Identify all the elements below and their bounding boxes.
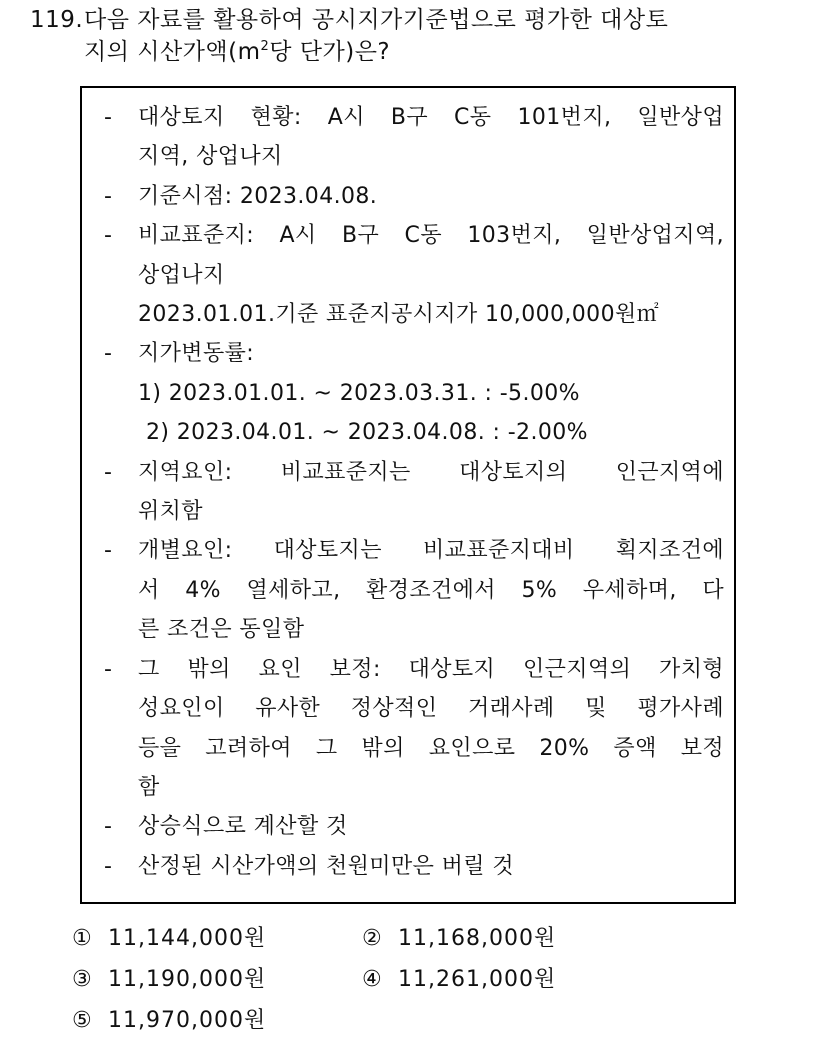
choice-2-text: 11,168,000원 <box>398 926 557 951</box>
choice-row-1 <box>72 918 772 959</box>
choice-5-text: 11,970,000원 <box>108 1008 267 1033</box>
choice-1-marker: ① <box>72 926 93 951</box>
condition-line: 지역, 상업나지 <box>138 144 283 170</box>
condition-individual-factor <box>104 531 724 649</box>
condition-subject-land <box>104 98 724 177</box>
bullet-dash: - <box>104 459 113 485</box>
question-stem <box>30 4 790 68</box>
choice-4-text: 11,261,000원 <box>398 967 557 992</box>
question-text-2-post: 당 단가)은? <box>269 39 391 65</box>
condition-line: 지역요인: 비교표준지는 대상토지의 인근지역에 <box>138 459 724 485</box>
choice-2[interactable] <box>362 918 644 959</box>
question-text-1: 다음 자료를 활용하여 공시지가기준법으로 평가한 대상토 <box>84 7 669 33</box>
condition-rounding-rule <box>104 847 724 886</box>
condition-line: 대상토지 현황: A시 B구 C동 101번지, 일반상업 <box>138 105 724 130</box>
bullet-dash: - <box>104 341 113 367</box>
superscript-2: 2 <box>260 39 270 54</box>
condition-line: 상업나지 <box>138 262 225 288</box>
choice-2-marker: ② <box>362 926 383 951</box>
choice-3[interactable] <box>72 959 354 1000</box>
choice-3-marker: ③ <box>72 967 93 992</box>
condition-line: 함 <box>138 774 160 800</box>
bullet-dash: - <box>104 223 113 249</box>
condition-line: 2023.01.01.기준 표준지공시지가 10,000,000원㎡ <box>138 302 660 328</box>
condition-line: 지가변동률: <box>138 341 255 367</box>
condition-line: 위치함 <box>138 499 203 525</box>
change-rate-period-2: 2) 2023.04.01. ~ 2023.04.08. : -2.00% <box>146 420 588 446</box>
bullet-dash: - <box>104 538 113 564</box>
condition-land-price-change-rate <box>104 334 724 452</box>
bullet-dash: - <box>104 183 113 209</box>
condition-line: 산정된 시산가액의 천원미만은 버릴 것 <box>138 853 515 879</box>
choice-4-marker: ④ <box>362 967 383 992</box>
condition-line: 른 조건은 동일함 <box>138 617 305 643</box>
choice-1-text: 11,144,000원 <box>108 926 267 951</box>
choice-1[interactable] <box>72 918 354 959</box>
bullet-dash: - <box>104 814 113 840</box>
choice-row-2 <box>72 959 772 1000</box>
bullet-dash: - <box>104 105 113 130</box>
condition-line: 비교표준지: A시 B구 C동 103번지, 일반상업지역, <box>138 223 724 249</box>
condition-comparison-standard-land <box>104 216 724 334</box>
bullet-dash: - <box>104 656 113 682</box>
condition-line: 그 밖의 요인 보정: 대상토지 인근지역의 가치형 <box>138 656 724 682</box>
question-line-2 <box>30 36 790 68</box>
info-box <box>80 86 736 904</box>
question-text-2-pre: 지의 시산가액(m <box>84 39 261 65</box>
condition-line: 상승식으로 계산할 것 <box>138 814 348 840</box>
answer-choices <box>72 918 772 1041</box>
choice-3-text: 11,190,000원 <box>108 967 267 992</box>
choice-5-marker: ⑤ <box>72 1008 93 1033</box>
condition-line: 개별요인: 대상토지는 비교표준지대비 획지조건에 <box>138 538 724 564</box>
question-line-1 <box>30 4 790 36</box>
condition-line: 기준시점: 2023.04.08. <box>138 183 378 209</box>
condition-regional-factor <box>104 453 724 532</box>
condition-line: 서 4% 열세하고, 환경조건에서 5% 우세하며, 다 <box>138 577 724 603</box>
choice-5[interactable] <box>72 1000 354 1041</box>
condition-base-date <box>104 177 724 216</box>
condition-other-factor-correction <box>104 650 724 808</box>
condition-multiplicative-method <box>104 807 724 846</box>
choice-4[interactable] <box>362 959 644 1000</box>
condition-line: 성요인이 유사한 정상적인 거래사례 및 평가사례 <box>138 696 724 722</box>
condition-line: 등을 고려하여 그 밖의 요인으로 20% 증액 보정 <box>138 735 724 761</box>
condition-list <box>104 98 724 886</box>
bullet-dash: - <box>104 853 113 879</box>
choice-row-3 <box>72 1000 772 1041</box>
change-rate-period-1: 1) 2023.01.01. ~ 2023.03.31. : -5.00% <box>138 380 580 406</box>
question-number: 119. <box>30 7 84 33</box>
